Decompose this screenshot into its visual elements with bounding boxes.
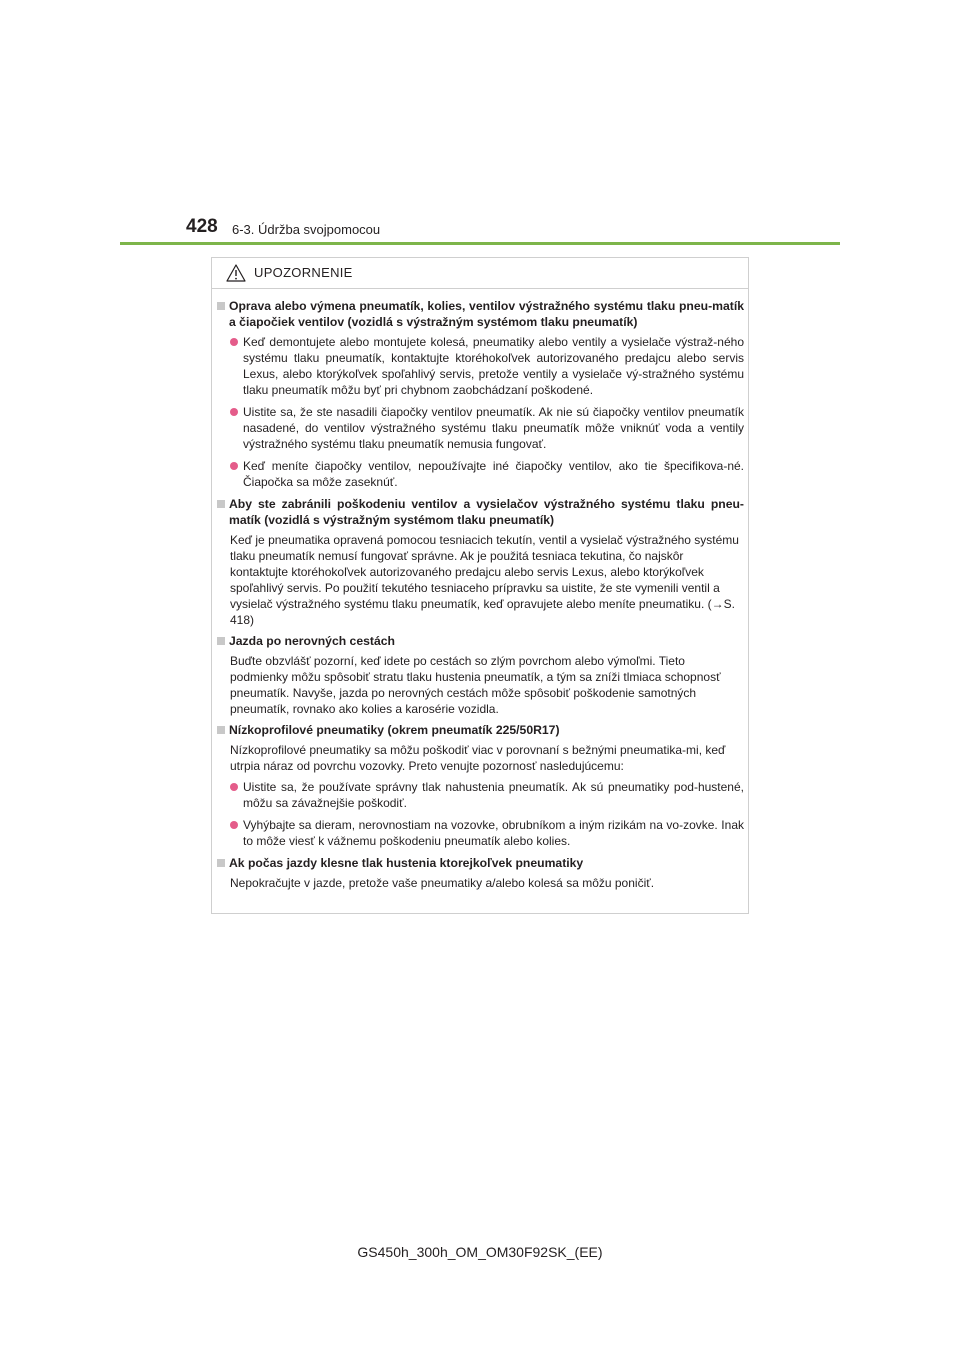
- document-code: GS450h_300h_OM_OM30F92SK_(EE): [357, 1244, 603, 1260]
- list-item-text: Keď meníte čiapočky ventilov, nepoužívajte iné čiapočky ventilov, ako tie špecifikova-né. Čiapočka sa môže zaseknúť.: [243, 459, 744, 489]
- section-heading: [217, 855, 744, 871]
- section-title: 6-3. Údržba svojpomocou: [232, 222, 381, 237]
- list-item-text: Keď demontujete alebo montujete kolesá, pneumatiky alebo ventily a vysielače výstraž-ného systému tlaku pneumatík, kontaktujte ktoréhokoľvek autorizovaného predajcu alebo servis Lexus, alebo ktorýkoľvek spoľahlivý servis, pretože ventily a vysielače vý-stražného systému tlaku pneumatík môžu byť pri chybnom zaobchádzaní poškodené.: [243, 335, 744, 397]
- paragraph: Nízkoprofilové pneumatiky sa môžu poškodiť viac v porovnaní s bežnými pneumatika-mi, keď utrpia náraz od povrchu vozovky. Preto venujte pozornosť nasledujúcemu:: [230, 743, 726, 773]
- section-heading-text: Jazda po nerovných cestách: [229, 634, 395, 648]
- list-item: [217, 404, 744, 452]
- round-bullet-icon: [230, 338, 238, 346]
- round-bullet-icon: [230, 462, 238, 470]
- section-heading: [217, 298, 744, 330]
- header-rule: [120, 242, 840, 245]
- list-item: [217, 458, 744, 490]
- section-heading: [217, 633, 744, 649]
- square-bullet-icon: [217, 637, 225, 645]
- section-heading-text: Aby ste zabránili poškodeniu ventilov a vysielačov výstražného systému tlaku pneu-matík (vozidlá s výstražným systémom tlaku pneumatík): [229, 497, 744, 527]
- warning-box: [211, 257, 749, 914]
- section-heading: [217, 496, 744, 528]
- list-item-text: Uistite sa, že ste nasadili čiapočky ventilov pneumatík. Ak nie sú čiapočky ventilov pneumatík nasadené, do ventilov výstražného systému tlaku pneumatík môže vniknúť voda a ventily výstražného systému tlaku pneumatík nemusia fungovať.: [243, 405, 744, 451]
- warning-label: UPOZORNENIE: [254, 265, 353, 280]
- warning-content: [217, 298, 744, 896]
- list-item: [217, 334, 744, 398]
- paragraph: Nepokračujte v jazde, pretože vaše pneumatiky a/alebo kolesá sa môžu poničiť.: [230, 876, 655, 890]
- round-bullet-icon: [230, 821, 238, 829]
- page-number: 428: [186, 216, 218, 237]
- list-item-text: Vyhýbajte sa dieram, nerovnostiam na vozovke, obrubníkom a iným rizikám na vo-zovke. Inak to môže viesť k vážnemu poškodeniu pneumatík alebo kolies.: [243, 818, 744, 848]
- warning-header: [212, 258, 748, 289]
- section-heading-text: Ak počas jazdy klesne tlak hustenia ktorejkoľvek pneumatiky: [229, 856, 584, 870]
- section-heading-text: Nízkoprofilové pneumatiky (okrem pneumatík 225/50R17): [229, 723, 560, 737]
- list-item-text: Uistite sa, že používate správny tlak nahustenia pneumatík. Ak sú pneumatiky pod-hustené, môžu sa závažnejšie poškodiť.: [243, 780, 744, 810]
- square-bullet-icon: [217, 726, 225, 734]
- section-heading: [217, 722, 744, 738]
- section-heading-text: Oprava alebo výmena pneumatík, kolies, ventilov výstražného systému tlaku pneu-matík a čiapočiek ventilov (vozidlá s výstražným systémom tlaku pneumatík): [229, 299, 744, 329]
- square-bullet-icon: [217, 500, 225, 508]
- list-item: [217, 779, 744, 811]
- paragraph: Buďte obzvlášť pozorní, keď idete po cestách so zlým povrchom alebo výmoľmi. Tieto podmienky môžu spôsobiť stratu tlaku hustenia pneumatík, a tým sa zníži tlmiaca schopnosť pneumatík. Navyše, jazda po nerovných cestách môže spôsobiť poškodenie samotných pneumatík, rovnako ako kolies a karosérie vozidla.: [230, 654, 721, 716]
- square-bullet-icon: [217, 859, 225, 867]
- list-item: [217, 817, 744, 849]
- square-bullet-icon: [217, 302, 225, 310]
- paragraph: Keď je pneumatika opravená pomocou tesniacich tekutín, ventil a vysielač výstražného systému tlaku pneumatík nemusí fungovať správne. Ak je použitá tesniaca tekutina, čo najskôr kontaktujte ktoréhokoľvek autorizovaného predajcu alebo servis Lexus, alebo ktorýkoľvek spoľahlivý servis. Po použití tekutého tesniaceho prípravku sa uistite, že ste vymenili ventil a vysielač výstražného systému tlaku pneumatík, keď opravujete alebo meníte pneumatiku. (→S. 418): [230, 533, 739, 627]
- round-bullet-icon: [230, 408, 238, 416]
- warning-triangle-icon: [226, 264, 246, 282]
- round-bullet-icon: [230, 783, 238, 791]
